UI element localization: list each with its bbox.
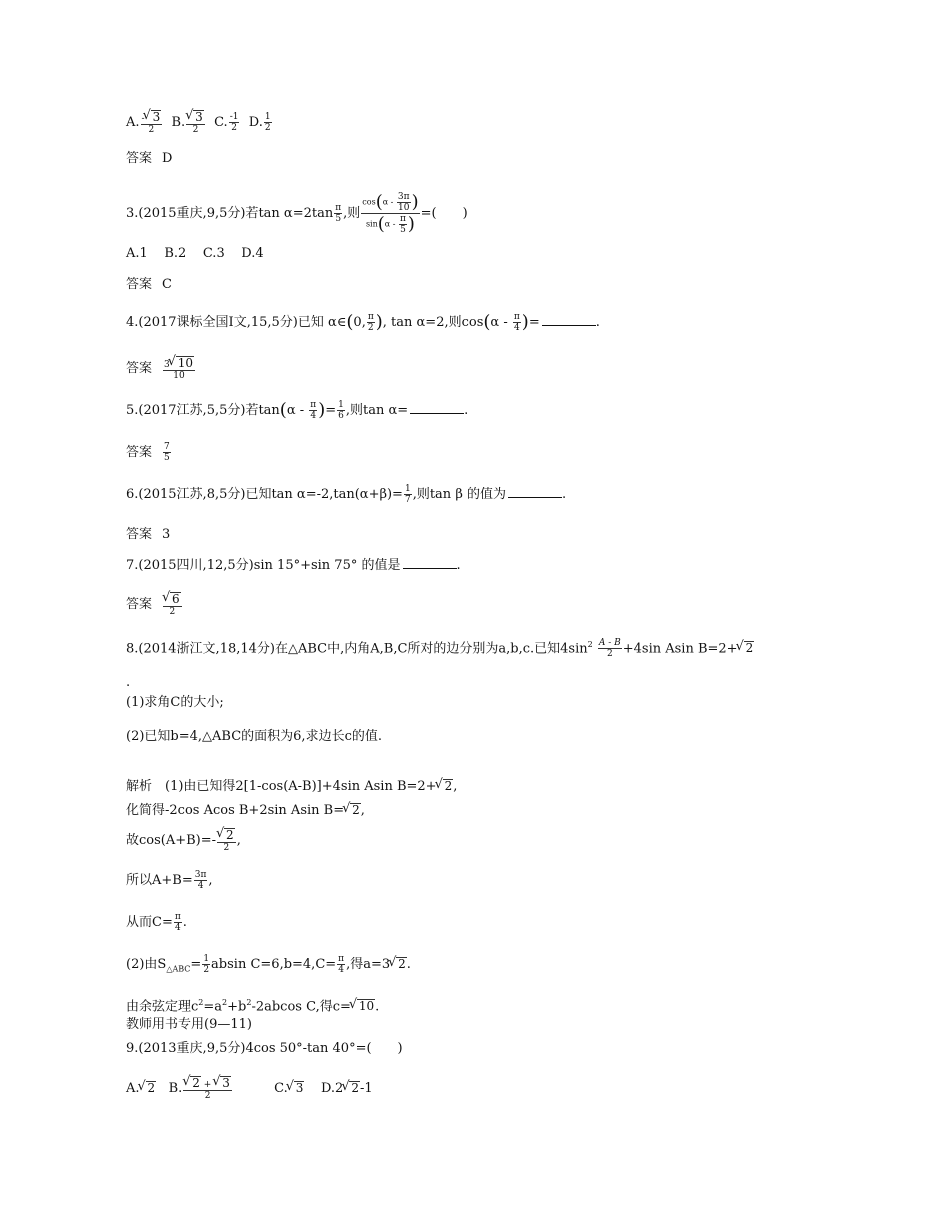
question-4: 4.(2017课标全国Ⅰ文,15,5分)已知 α∈(0, $\frac{\pi}{2}$ ), tan α=2,则cos(α - $\frac{\pi}{4}$ )= . [126,311,600,333]
answer-q6: 答案 3 [126,527,171,542]
q9-options: A.√ 2 B. √ $\frac{2 + √ 3}{2}$ C.√ 3 D.2√ 2-1 [126,1076,373,1101]
fraction: $\frac{-1}{2}$ [229,112,239,133]
question-6: 6.(2015江苏,8,5分)已知tan α=-2,tan(α+β)= $\frac{1}{7}$ ,则tan β 的值为 . [126,484,567,505]
option-b: B. [171,115,186,130]
option-b: B. [168,1081,183,1096]
answer-q4: 答案 $\frac{3√ 10}{10}$ [126,356,196,381]
fraction: $\frac{-√ 3}{2}$ [141,110,163,135]
option-a: A. [126,115,140,130]
solution-line-4: 所以A+B= $\frac{3\pi}{4}$ , [126,870,213,891]
answer-blank[interactable] [508,485,562,498]
question-8: 8.(2014浙江文,18,14分)在△ABC中,内角A,B,C所对的边分别为a,b,c.已知$4\sin^2$ $\frac{A - B}{2}$ +4sin Asin B=2+√ 2 [126,636,754,659]
solution-line-7: 由余弦定理$c^2=a^2+b^2-2abcos$ C,得c=√ 10. [126,994,379,1016]
option-c: C. [274,1081,288,1096]
solution-line-5: 从而C= $\frac{\pi}{4}$ . [126,912,187,933]
prev-options [126,110,273,135]
option-a: A. [126,1081,140,1096]
option-d: D. [248,115,263,130]
answer-blank[interactable] [410,401,464,414]
q3-options: A.1 B.2 C.3 D.4 [126,246,264,261]
answer-q2: 答案 D [126,151,173,166]
solution-line-2: 化简得-2cos Acos B+2sin Asin B=√ 2, [126,802,365,820]
q8-part2: (2)已知b=4,△ABC的面积为6,求边长c的值. [126,729,382,744]
option-c: C. [214,115,228,130]
q8-dot: . [126,675,131,690]
fraction: $\frac{1}{2}$ [264,112,271,133]
option-d: D.2 [320,1081,344,1096]
fraction: √ $\frac{3}{2}$ [186,110,205,135]
question-5: 5.(2017江苏,5,5分)若tan(α - $\frac{\pi}{4}$ )= $\frac{1}{6}$ ,则tan α= . [126,399,469,421]
solution-line-3: 故cos(A+B)=- √ $\frac{2}{2}$ , [126,828,241,853]
q8-part1: (1)求角C的大小; [126,695,224,710]
answer-q7: 答案 √ $\frac{6}{2}$ [126,592,183,617]
question-3: 3.(2015重庆,9,5分)若tan α=2tan $\frac{\pi}{5}$ ,则 cos(α - $\frac{3\pi}{10}$ ) sin(α - $\frac{\pi}{5}$ ) =( ) [126,191,468,235]
answer-q5: 答案 $\frac{7}{5}$ [126,442,170,463]
answer-blank[interactable] [542,313,596,326]
answer-q3: 答案 C [126,277,172,292]
answer-blank[interactable] [403,556,457,569]
teacher-section-title: 教师用书专用(9—11) [126,1017,252,1032]
question-7: 7.(2015四川,12,5分)sin 15°+sin 75° 的值是 . [126,558,461,573]
solution-line-1: 解析 (1)由已知得2[1-cos(A-B)]+4sin Asin B=2+√ 2, [126,778,457,796]
question-9: 9.(2013重庆,9,5分)4cos 50°-tan 40°=( ) [126,1041,403,1056]
solution-line-6: (2)由$S_{\triangle ABC}=$ $\frac{1}{2}$ absin C=6,b=4,C= $\frac{\pi}{4}$ ,得a=3√ 2. [126,954,411,979]
